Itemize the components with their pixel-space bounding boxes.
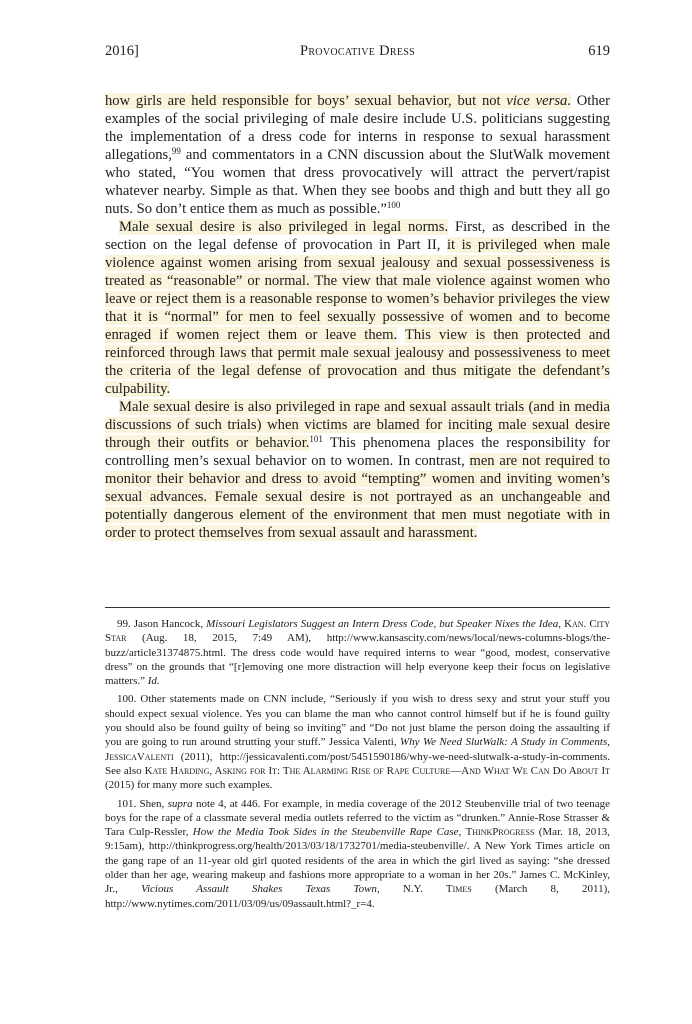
paragraph-3 [105,398,610,542]
footnote-text: (2015) for many more such examples. [105,779,273,792]
footnote-smallcaps: N.Y. Times [402,883,472,896]
highlighted-text: Male sexual desire is also privileged in rape and sexual assault trials (and in media discussions of such trials) when victims are blamed for inciting male sexual desire through their outfits or behavior. [105,399,610,451]
footnote-ref-99[interactable]: 99 [171,146,181,156]
header-running-title: Provocative Dress [299,43,416,59]
footnote-smallcaps: Kate Harding, Asking for It: The Alarming Rise of Rape Culture—And What We Can Do About It [144,764,610,777]
footnote-italic: Why We Need SlutWalk: A Study in Comments [400,736,608,749]
page-number: 619 [588,43,610,59]
footnote-italic: Id. [147,675,160,688]
paragraph-1 [105,92,610,218]
footnote-ref-100[interactable]: 100 [386,200,401,210]
footnote-text: (March 8, 2011), http://www.nytimes.com/2011/03/09/us/09assault.html?_r=4. [105,883,610,910]
footnote-text: 100. Other statements made on CNN include, “Seriously if you wish to dress sexy and strut your stuff you should expect sexual violence. Yes you can blame the man who cannot control himself but if he is found guilty you should also be found guilty of being so inviting” and “Do not just blame the person doing the assaulting if you are going to run around strutting your stuff.” Jessica Valenti, [105,693,610,749]
highlighted-text: This view is then protected and reinforced through laws that permit male sexual jealousy and possessiveness to meet the criteria of the legal defense of provocation and thus mitigate the defendant’s culpability. [105,327,611,397]
footnote-smallcaps: JessicaValenti [105,750,174,763]
paragraph-text: Other examples of the social privileging of male desire include U.S. politicians suggesting the implementation of a dress code for interns in response to sexual harassment allegations, [105,93,610,163]
highlighted-text: men are not required to monitor their behavior and dress to avoid “tempting” women and inviting women’s sexual advances. Female sexual desire is not portrayed as an unchangeable and potentially dangerous element of the environment that men must negotiate with in order to protect themselves from sexual assault and harassment. [105,453,610,541]
footnote-italic: Vicious Assault Shakes Texas Town [141,883,377,896]
footnote-ref-101[interactable]: 101 [309,434,323,444]
footnote-text: , [376,883,403,896]
footnote-99 [105,617,610,688]
footnote-text: 101. Shen, [117,797,168,810]
italic-text: vice versa [506,93,568,109]
footnote-text: , [607,736,610,749]
paragraph-text [397,327,405,343]
paragraph-text: First, as described in the section on the legal defense of provocation in Part II, [105,219,610,253]
highlight [105,93,571,109]
footnote-smallcaps: ThinkProgress [465,826,535,839]
footnote-smallcaps: Kan. City Star [105,618,611,645]
footnote-italic: Missouri Legislators Suggest an Intern Dress Code, but Speaker Nixes the Idea [206,618,559,630]
footnote-text: , [458,826,466,839]
body-text [105,92,610,542]
footnote-text: 99. Jason Hancock, [117,618,207,630]
running-header [105,42,610,60]
highlighted-text: it is privileged when male violence against women arising from sexual jealousy and sexual possessiveness is treated as “reasonable” or normal. The view that male violence against women who leave or reject them is a reasonable response to women’s behavior privileges the view that it is “normal” for men to feel sexually possessive of women and to become enraged if women reject them or leave them. [105,237,611,343]
highlighted-text: . [567,93,571,109]
paragraph-text: This phenomena places the responsibility for controlling men’s sexual behavior on to women. In contrast, [105,435,611,469]
footnote-text: (Mar. 18, 2013, 9:15am), http://thinkprogress.org/health/2013/03/18/1732701/media-steubenville/. A New York Times article on the gang rape of an 11-year old girl quoted residents of the area in which the girl lived as saying: “she dressed older than her age, wearing makeup and fashions more appropriate to a woman in her 20s.” James C. McKinley, Jr., [105,826,610,896]
footnote-italic: supra [167,797,193,810]
footnote-text: note 4, at 446. For example, in media coverage of the 2012 Steubenville trial of two teenage boys for the rape of a classmate several media outlets referred to the victim as “drunken.” Annie-Rose Strasser & Tara Culp-Ressler, [105,797,610,839]
paragraph-2 [105,218,610,398]
footnote-italic: How the Media Took Sides in the Steubenville Rape Case [192,826,459,839]
footnote-100 [105,692,610,792]
footnote-text: (Aug. 18, 2015, 7:49 AM), http://www.kansascity.com/news/local/news-columns-blogs/the-buzz/article31374875.html. The dress code would have required interns to wear “good, modest, conservative dress” on the grounds that “[r]emoving one more distraction will help everyone keep their focus on legislative matters.” [105,632,610,688]
footnote-101 [105,797,610,911]
highlighted-text: Male sexual desire is also privileged in legal norms. [119,219,449,235]
highlighted-text: how girls are held responsible for boys’ sexual behavior, but not [105,93,507,109]
footnote-text: , [558,618,565,630]
footnotes [105,617,610,915]
paragraph-text: and commentators in a CNN discussion about the SlutWalk movement who stated, “You women that dress provocatively will attract the pervert/rapist whatever nearby. Simple as that. When they see boobs and thigh and butt they all go nuts. So don’t entice them as much as possible.” [105,147,610,217]
footnote-divider [105,607,610,608]
header-year: 2016] [105,43,139,59]
footnote-text: (2011), http://jessicavalenti.com/post/5451590186/why-we-need-slutwalk-a-study-in-comments. See also [105,750,610,777]
